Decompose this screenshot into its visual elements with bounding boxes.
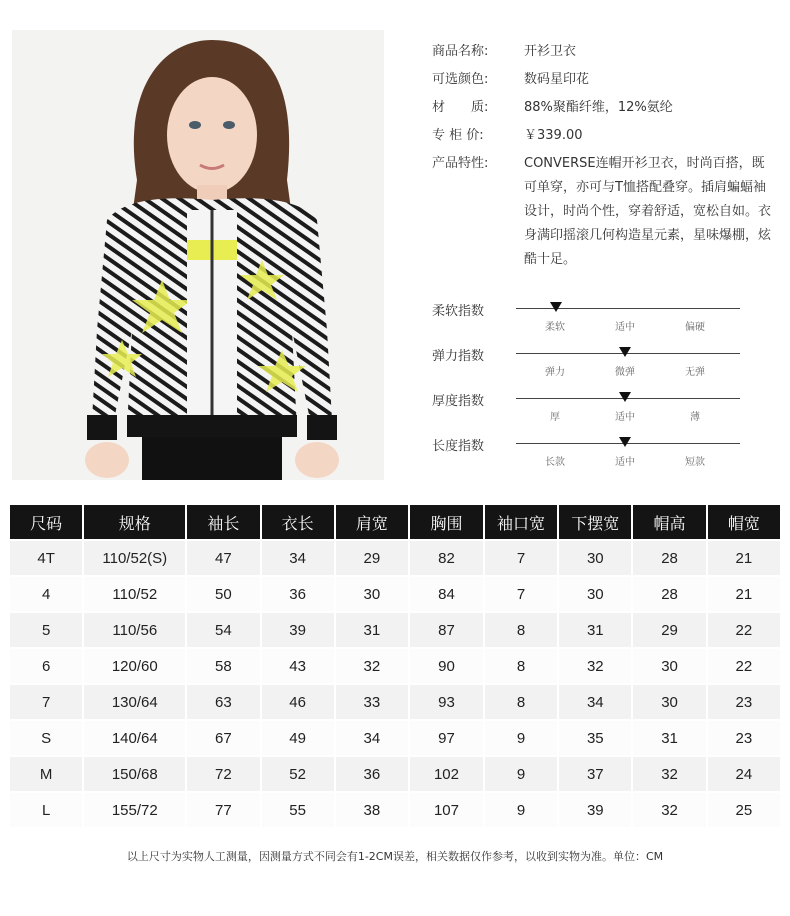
size-cell: 23 bbox=[706, 683, 780, 719]
size-cell: 9 bbox=[483, 719, 557, 755]
size-cell: 34 bbox=[557, 683, 631, 719]
index-option: 短款 bbox=[685, 457, 705, 468]
size-cell: 32 bbox=[631, 755, 705, 791]
size-cell: 31 bbox=[334, 611, 408, 647]
size-cell: 77 bbox=[185, 791, 259, 827]
size-cell: 33 bbox=[334, 683, 408, 719]
size-cell: 47 bbox=[185, 539, 259, 575]
size-cell: 4T bbox=[10, 539, 82, 575]
size-table bbox=[10, 505, 780, 827]
size-cell: 9 bbox=[483, 791, 557, 827]
size-cell: 155/72 bbox=[82, 791, 185, 827]
size-cell: 29 bbox=[631, 611, 705, 647]
index-option: 适中 bbox=[615, 457, 635, 468]
size-cell: 6 bbox=[10, 647, 82, 683]
index-option: 适中 bbox=[615, 412, 635, 423]
size-cell: M bbox=[10, 755, 82, 791]
size-cell: 21 bbox=[706, 575, 780, 611]
size-cell: 28 bbox=[631, 575, 705, 611]
size-cell: 130/64 bbox=[82, 683, 185, 719]
index-row bbox=[432, 300, 752, 345]
material-value: 88%聚酯纤维，12%氨纶 bbox=[524, 100, 673, 115]
size-cell: 49 bbox=[260, 719, 334, 755]
size-cell: 43 bbox=[260, 647, 334, 683]
index-marker bbox=[619, 392, 631, 402]
size-cell: 32 bbox=[334, 647, 408, 683]
size-header-cell: 袖口宽 bbox=[483, 505, 557, 539]
index-row bbox=[432, 435, 752, 480]
index-option: 微弹 bbox=[615, 367, 635, 378]
size-cell: 90 bbox=[408, 647, 483, 683]
feature-value: CONVERSE连帽开衫卫衣，时尚百搭，既可单穿，亦可与T恤搭配叠穿。插肩蝙蝠袖设计，时尚个性，穿着舒适，宽松自如。衣身满印摇滚几何构造星元素，星味爆棚，炫酷十足。 bbox=[524, 156, 772, 267]
info-name-row bbox=[432, 40, 772, 68]
size-cell: 72 bbox=[185, 755, 259, 791]
size-cell: 50 bbox=[185, 575, 259, 611]
size-cell: 39 bbox=[557, 791, 631, 827]
product-photo bbox=[12, 30, 384, 480]
price-value: ￥339.00 bbox=[524, 128, 583, 143]
table-row bbox=[10, 539, 780, 575]
size-cell: 58 bbox=[185, 647, 259, 683]
index-option: 柔软 bbox=[545, 322, 565, 333]
size-header-cell: 衣长 bbox=[260, 505, 334, 539]
index-row bbox=[432, 390, 752, 435]
size-cell: 32 bbox=[631, 791, 705, 827]
index-name: 长度指数 bbox=[432, 439, 485, 454]
size-cell: 25 bbox=[706, 791, 780, 827]
size-cell: 30 bbox=[557, 575, 631, 611]
fabric-indices bbox=[432, 300, 752, 480]
table-row bbox=[10, 683, 780, 719]
size-cell: 38 bbox=[334, 791, 408, 827]
product-info bbox=[432, 40, 772, 272]
table-row bbox=[10, 575, 780, 611]
info-material-row bbox=[432, 96, 772, 124]
table-row bbox=[10, 791, 780, 827]
table-row bbox=[10, 755, 780, 791]
size-cell: 23 bbox=[706, 719, 780, 755]
size-cell: 93 bbox=[408, 683, 483, 719]
size-cell: 110/52 bbox=[82, 575, 185, 611]
index-option: 无弹 bbox=[685, 367, 705, 378]
size-cell: 30 bbox=[557, 539, 631, 575]
size-cell: 30 bbox=[631, 683, 705, 719]
size-cell: 67 bbox=[185, 719, 259, 755]
index-option: 长款 bbox=[545, 457, 565, 468]
size-cell: S bbox=[10, 719, 82, 755]
size-cell: 110/56 bbox=[82, 611, 185, 647]
size-table-header bbox=[10, 505, 780, 539]
index-marker bbox=[619, 347, 631, 357]
size-cell: 22 bbox=[706, 611, 780, 647]
size-cell: 32 bbox=[557, 647, 631, 683]
size-cell: 84 bbox=[408, 575, 483, 611]
size-cell: 31 bbox=[631, 719, 705, 755]
size-cell: 8 bbox=[483, 611, 557, 647]
size-cell: 110/52(S) bbox=[82, 539, 185, 575]
size-cell: 54 bbox=[185, 611, 259, 647]
size-cell: 29 bbox=[334, 539, 408, 575]
size-cell: 21 bbox=[706, 539, 780, 575]
color-value: 数码星印花 bbox=[524, 72, 590, 87]
size-cell: 120/60 bbox=[82, 647, 185, 683]
size-cell: 82 bbox=[408, 539, 483, 575]
size-cell: 7 bbox=[483, 575, 557, 611]
size-cell: 36 bbox=[260, 575, 334, 611]
index-option: 适中 bbox=[615, 322, 635, 333]
size-cell: 30 bbox=[334, 575, 408, 611]
price-label: 专 柜 价: bbox=[432, 128, 484, 143]
size-cell: 22 bbox=[706, 647, 780, 683]
index-option: 薄 bbox=[690, 412, 700, 423]
size-header-cell: 胸围 bbox=[408, 505, 483, 539]
size-cell: 107 bbox=[408, 791, 483, 827]
feature-label: 产品特性: bbox=[432, 156, 489, 171]
size-cell: 102 bbox=[408, 755, 483, 791]
table-row bbox=[10, 611, 780, 647]
model-illustration bbox=[12, 30, 384, 480]
size-cell: 55 bbox=[260, 791, 334, 827]
size-cell: 34 bbox=[260, 539, 334, 575]
index-marker bbox=[619, 437, 631, 447]
size-cell: 28 bbox=[631, 539, 705, 575]
size-cell: 63 bbox=[185, 683, 259, 719]
size-cell: 37 bbox=[557, 755, 631, 791]
info-price-row bbox=[432, 124, 772, 152]
name-value: 开衫卫衣 bbox=[524, 44, 577, 59]
table-row bbox=[10, 647, 780, 683]
size-cell: 140/64 bbox=[82, 719, 185, 755]
size-cell: 34 bbox=[334, 719, 408, 755]
size-header-cell: 肩宽 bbox=[334, 505, 408, 539]
size-header-cell: 袖长 bbox=[185, 505, 259, 539]
size-header-cell: 下摆宽 bbox=[557, 505, 631, 539]
info-color-row bbox=[432, 68, 772, 96]
size-cell: 24 bbox=[706, 755, 780, 791]
material-label: 材 质: bbox=[432, 100, 489, 115]
size-cell: 36 bbox=[334, 755, 408, 791]
table-row bbox=[10, 719, 780, 755]
size-cell: 8 bbox=[483, 683, 557, 719]
size-cell: 35 bbox=[557, 719, 631, 755]
size-cell: L bbox=[10, 791, 82, 827]
index-option: 偏硬 bbox=[685, 322, 705, 333]
measurement-note: 以上尺寸为实物人工测量，因测量方式不同会有1-2CM误差，相关数据仅作参考，以收到实物为准。单位：CM bbox=[126, 850, 664, 863]
size-cell: 30 bbox=[631, 647, 705, 683]
size-cell: 87 bbox=[408, 611, 483, 647]
index-name: 柔软指数 bbox=[432, 304, 485, 319]
size-cell: 5 bbox=[10, 611, 82, 647]
size-cell: 7 bbox=[483, 539, 557, 575]
size-cell: 46 bbox=[260, 683, 334, 719]
size-cell: 9 bbox=[483, 755, 557, 791]
index-row bbox=[432, 345, 752, 390]
name-label: 商品名称: bbox=[432, 44, 489, 59]
size-header-cell: 帽宽 bbox=[706, 505, 780, 539]
size-cell: 39 bbox=[260, 611, 334, 647]
size-cell: 150/68 bbox=[82, 755, 185, 791]
size-cell: 4 bbox=[10, 575, 82, 611]
index-marker bbox=[550, 302, 562, 312]
size-header-cell: 规格 bbox=[82, 505, 185, 539]
size-cell: 97 bbox=[408, 719, 483, 755]
size-header-cell: 尺码 bbox=[10, 505, 82, 539]
size-cell: 31 bbox=[557, 611, 631, 647]
size-header-cell: 帽高 bbox=[631, 505, 705, 539]
color-label: 可选颜色: bbox=[432, 72, 489, 87]
index-option: 弹力 bbox=[545, 367, 565, 378]
index-name: 弹力指数 bbox=[432, 349, 485, 364]
size-cell: 52 bbox=[260, 755, 334, 791]
info-feature-row bbox=[432, 152, 772, 272]
size-cell: 8 bbox=[483, 647, 557, 683]
index-option: 厚 bbox=[550, 412, 560, 423]
index-name: 厚度指数 bbox=[432, 394, 485, 409]
size-cell: 7 bbox=[10, 683, 82, 719]
